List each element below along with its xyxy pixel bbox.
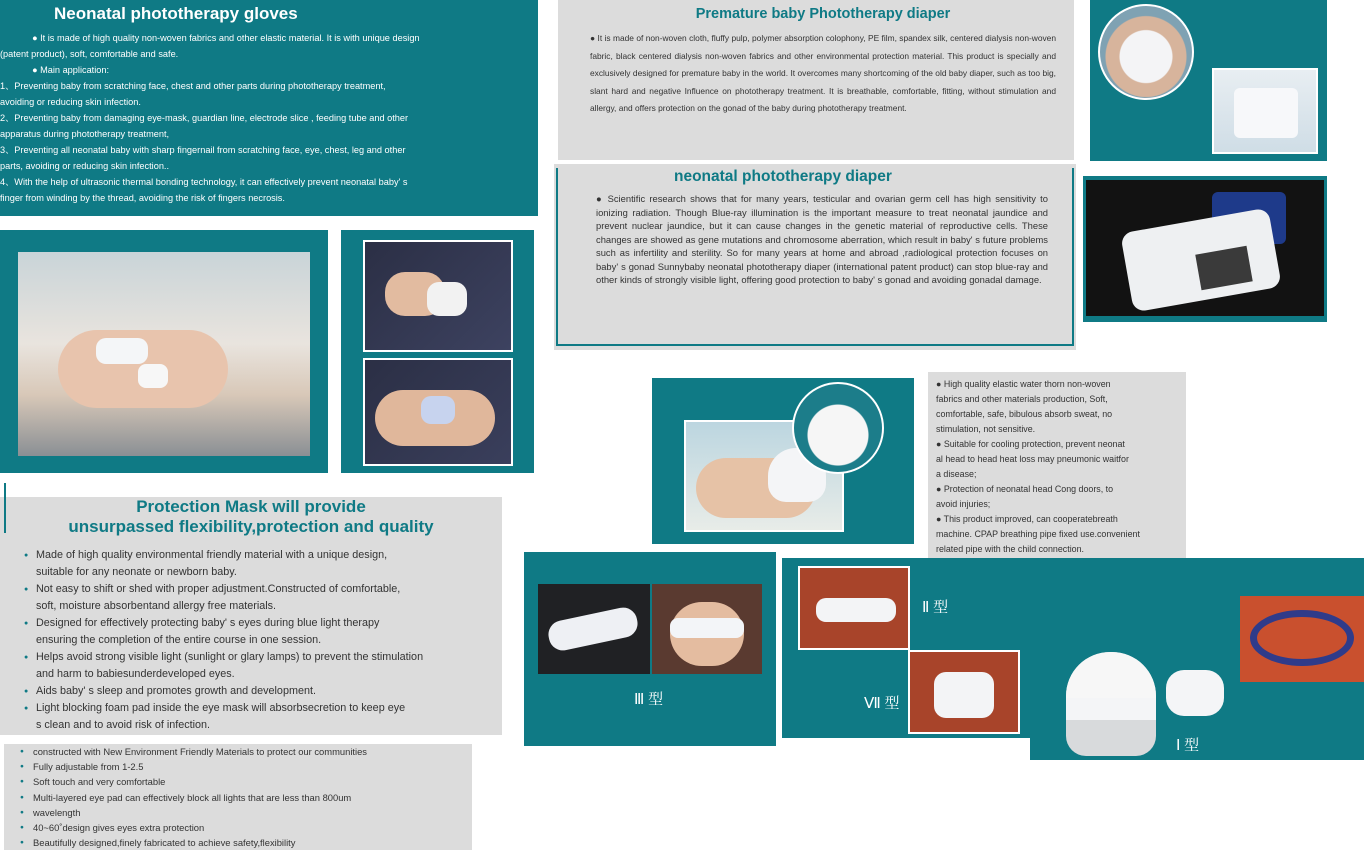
incubator-baby-photo bbox=[18, 252, 310, 456]
doll-glove-photo bbox=[363, 358, 513, 466]
mask-figure bbox=[934, 672, 994, 718]
gloves-line: avoiding or reducing skin infection. bbox=[0, 97, 141, 107]
head-cover-photo-panel bbox=[652, 378, 914, 544]
headband-figure bbox=[1250, 610, 1354, 666]
glove-figure bbox=[427, 282, 467, 316]
headband-photo bbox=[1240, 596, 1364, 682]
gloves-line: 2、Preventing baby from damaging eye-mask, guardian line, electrode slice , feeding tube and other bbox=[0, 113, 409, 123]
neonatal-diaper-title: neonatal phototherapy diaper bbox=[674, 168, 892, 185]
glove-figure bbox=[138, 364, 168, 388]
eye-mask-figure bbox=[670, 618, 744, 638]
list-item: ● constructed with New Environment Friendly Materials to protect our communities bbox=[20, 744, 472, 759]
list-item: ● Beautifully designed,finely fabricated to achieve safety,flexibility bbox=[20, 835, 472, 850]
head-cover-line: al head to head heat loss may pneumonic waitfor bbox=[936, 454, 1129, 464]
head-cover-line: comfortable, safe, bibulous absorb sweat, no bbox=[936, 409, 1113, 419]
list-item: ● Helps avoid strong visible light (sunlight or glary lamps) to prevent the stimulation bbox=[24, 649, 502, 666]
gloves-line: (patent product), soft, comfortable and safe. bbox=[0, 49, 179, 59]
list-item: ● Aids baby' s sleep and promotes growth and development. bbox=[24, 683, 502, 700]
neonatal-diaper-photo-frame bbox=[1083, 176, 1327, 322]
panel-accent-border bbox=[4, 483, 6, 533]
head-cover-line: stimulation, not sensitive. bbox=[936, 424, 1036, 434]
type-1-mask-panel bbox=[1030, 558, 1364, 760]
type-3-baby-photo bbox=[652, 584, 762, 674]
gloves-panel bbox=[0, 0, 538, 216]
premature-diaper-text: ● It is made of non-woven cloth, fluffy pulp, polymer absorption colophony, PE film, spandex silk, centered dialysis non-woven fabric, black centered dialysis non-woven fabrics and other environmental protection material. This product is specially and exclusively designed for premature baby in the world. It overcomes many shortcoming of the old baby diaper, such as too big, slant hard and negative Influence on phototherapy treatment. It is breathable, comfortable, fitting, without stimulation and allergy, and offers protection on the gonad of the baby during phototherapy treatment. bbox=[590, 33, 1056, 113]
glove-figure bbox=[421, 396, 455, 424]
gloves-line: 4、With the help of ultrasonic thermal bonding technology, it can effectively prevent neonatal baby' s bbox=[0, 177, 408, 187]
type-1-label: Ⅰ 型 bbox=[1176, 738, 1200, 754]
type-3-mask-panel bbox=[524, 552, 776, 746]
gloves-line: parts, avoiding or reducing skin infection.. bbox=[0, 161, 170, 171]
list-item: ● Made of high quality environmental friendly material with a unique design, bbox=[24, 547, 502, 564]
head-cover-line: a disease; bbox=[936, 469, 977, 479]
list-item-continued: and harm to babiesunderdeveloped eyes. bbox=[36, 668, 235, 680]
list-item-continued: ensuring the completion of the entire course in one session. bbox=[36, 634, 322, 646]
protection-mask-list bbox=[0, 547, 502, 734]
head-cover-line: ● Suitable for cooling protection, prevent neonat bbox=[936, 439, 1125, 449]
gloves-line: ● It is made of high quality non-woven fabrics and other elastic material. It is with unique design bbox=[32, 33, 420, 43]
type-2-7-mask-panel bbox=[782, 558, 1030, 738]
head-cover-line: ● This product improved, can cooperatebreath bbox=[936, 514, 1118, 524]
type-2-label: Ⅱ 型 bbox=[922, 600, 949, 616]
list-item: ● Multi-layered eye pad can effectively block all lights that are less than 800um bbox=[20, 790, 472, 805]
premature-diaper-title: Premature baby Phototherapy diaper bbox=[695, 6, 951, 22]
list-item: ● Light blocking foam pad inside the eye mask will absorbsecretion to keep eye bbox=[24, 700, 502, 717]
protection-mask-title-line2: unsurpassed flexibility,protection and quality bbox=[68, 517, 434, 536]
gloves-line: 3、Preventing all neonatal baby with sharp fingernail from scratching face, eye, chest, leg and other bbox=[0, 145, 406, 155]
eye-mask-figure bbox=[1066, 698, 1156, 720]
mask-figure bbox=[546, 605, 640, 653]
list-item: ● wavelength bbox=[20, 805, 472, 820]
head-cover-line: machine. CPAP breathing pipe fixed use.convenient bbox=[936, 529, 1140, 539]
list-item: ● 40~60˚design gives eyes extra protection bbox=[20, 820, 472, 835]
type-7-mask-photo bbox=[908, 650, 1020, 734]
glove-hand-photo bbox=[363, 240, 513, 352]
diaper-in-hand-photo bbox=[1098, 4, 1194, 100]
type-3-masks-photo bbox=[538, 584, 650, 674]
type-2-mask-photo bbox=[798, 566, 910, 650]
protection-mask-title bbox=[0, 497, 502, 537]
list-item: ● Not easy to shift or shed with proper adjustment.Constructed of comfortable, bbox=[24, 581, 502, 598]
premature-diaper-panel bbox=[558, 0, 1074, 160]
gloves-line: apparatus during phototherapy treatment, bbox=[0, 129, 170, 139]
head-cover-line: related pipe with the child connection. bbox=[936, 544, 1085, 554]
list-item: ● Fully adjustable from 1-2.5 bbox=[20, 759, 472, 774]
diaper-pack-photo bbox=[1086, 180, 1324, 316]
gloves-line: finger from winding by the thread, avoiding the risk of fingers necrosis. bbox=[0, 193, 285, 203]
list-item-continued: soft, moisture absorbentand allergy free materials. bbox=[36, 600, 277, 612]
protection-mask-panel bbox=[0, 497, 502, 735]
head-cover-line: ● Protection of neonatal head Cong doors, to bbox=[936, 484, 1114, 494]
list-item-continued: s clean and to avoid risk of infection. bbox=[36, 719, 211, 731]
neonatal-diaper-panel bbox=[554, 164, 1076, 350]
type-3-label: Ⅲ 型 bbox=[634, 692, 664, 708]
mask-features-panel bbox=[4, 744, 472, 850]
list-item: ● Soft touch and very comfortable bbox=[20, 774, 472, 789]
diaper-figure bbox=[1234, 88, 1298, 138]
head-cover-text-panel bbox=[928, 372, 1186, 558]
gloves-title: Neonatal phototherapy gloves bbox=[54, 4, 298, 23]
head-cover-line: fabrics and other materials production, Soft, bbox=[936, 394, 1108, 404]
incubator-photo-panel bbox=[0, 230, 328, 473]
head-cover-line: avoid injuries; bbox=[936, 499, 991, 509]
cap-figure bbox=[1066, 652, 1156, 704]
premature-photo-panel bbox=[1090, 0, 1327, 161]
glove-detail-photo-panel bbox=[341, 230, 534, 473]
cap-closeup-photo bbox=[792, 382, 884, 474]
protection-mask-title-line1: Protection Mask will provide bbox=[136, 497, 366, 516]
gloves-line: ● Main application: bbox=[32, 65, 110, 75]
type-7-label: Ⅶ 型 bbox=[864, 696, 900, 712]
list-item: ● Designed for effectively protecting baby' s eyes during blue light therapy bbox=[24, 615, 502, 632]
head-cover-line: ● High quality elastic water thorn non-woven bbox=[936, 379, 1111, 389]
eye-mask-figure bbox=[96, 338, 148, 364]
loose-mask-figure bbox=[1166, 670, 1224, 716]
gloves-line: 1、Preventing baby from scratching face, chest and other parts during phototherapy treatment, bbox=[0, 81, 386, 91]
mask-features-list bbox=[4, 744, 472, 850]
neonatal-diaper-text: ● Scientific research shows that for many years, testicular and ovarian germ cell has high sensitivity to ionizing radiation. Though Blue-ray illumination is the important measure to treat neonatal jaundice and prevent nuclear jaundice, but it can cause changes in the genetic material of reproductive cells. These changes are showed as gene mutations and chromosome aberration, which result in baby' s future problems such as infertility and sterility. So for many years at home and abroad ,radiological protection focuses on baby' s gonad Sunnybaby neonatal phototherapy diaper (international patent product) can stop blue-ray and other kinds of strongly visible light, offering good protection to baby' s gonad and avoiding gonadal damage. bbox=[596, 193, 1048, 285]
list-item-continued: suitable for any neonate or newborn baby. bbox=[36, 566, 237, 578]
folded-diaper-photo bbox=[1212, 68, 1318, 154]
mask-figure bbox=[816, 598, 896, 622]
